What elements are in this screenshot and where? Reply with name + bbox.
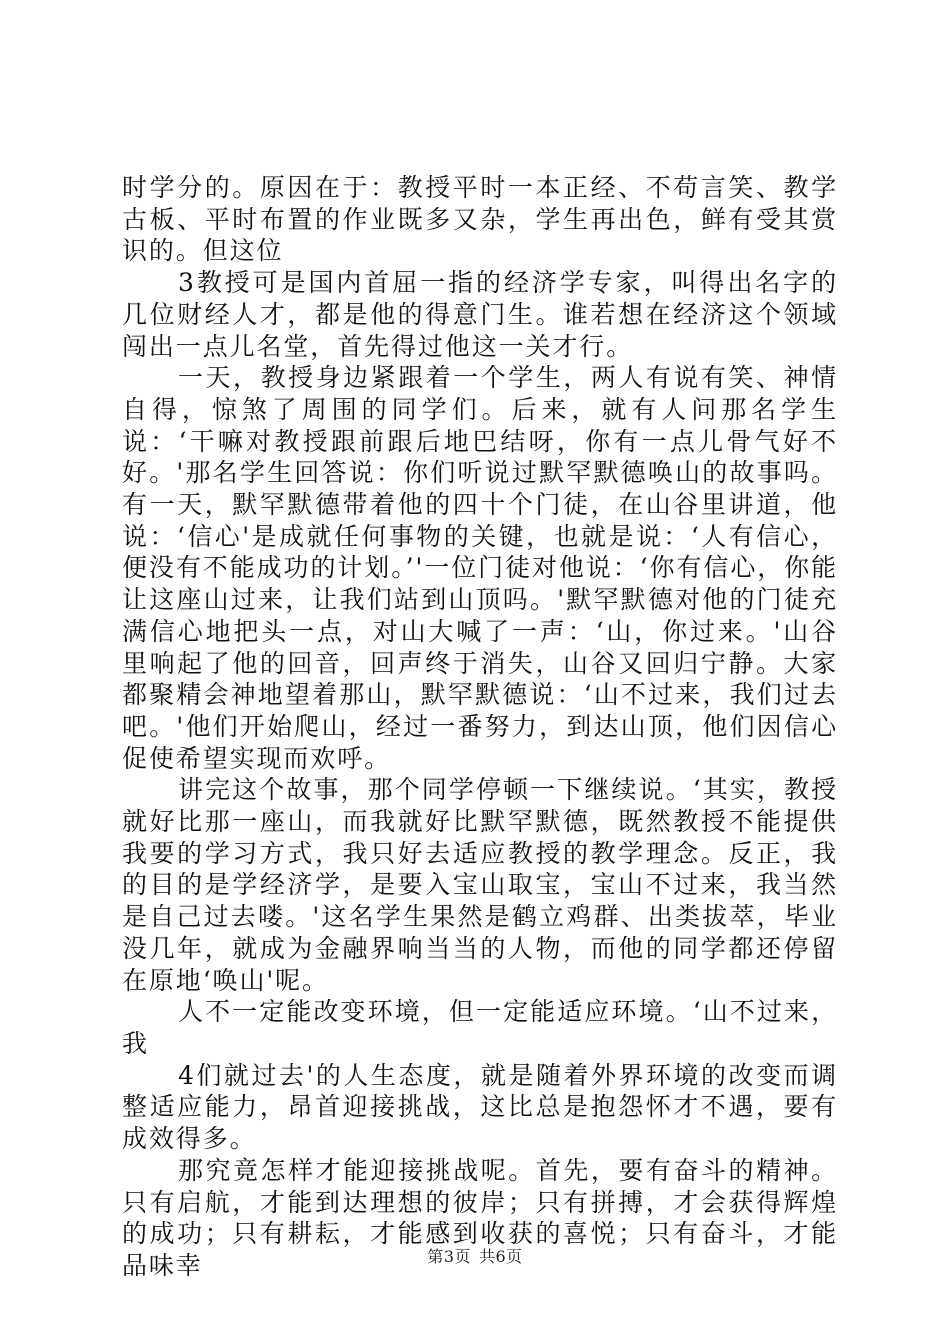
paragraph-6: 4们就过去'的人生态度，就是随着外界环境的改变而调整适应能力，昂首迎接挑战，这比总是抱怨怀才不遇，要有成效得多。 [122,1060,838,1154]
document-body [122,172,838,1282]
paragraph-3: 一天，教授身边紧跟着一个学生，两人有说有笑、神情自得，惊煞了周围的同学们。后来，就有人问那名学生说：‘干嘛对教授跟前跟后地巴结呀，你有一点儿骨气好不好。'那名学生回答说：你们听说过默罕默德唤山的故事吗。有一天，默罕默德带着他的四十个门徒，在山谷里讲道，他说：‘信心'是成就任何事物的关键，也就是说：‘人有信心，便没有不能成功的计划。’'一位门徒对他说：‘你有信心，你能让这座山过来，让我们站到山顶吗。'默罕默德对他的门徒充满信心地把头一点，对山大喊了一声：‘山，你过来。'山谷里响起了他的回音，回声终于消失，山谷又回归宁静。大家都聚精会神地望着那山，默罕默德说：‘山不过来，我们过去吧。'他们开始爬山，经过一番努力，到达山顶，他们因信心促使希望实现而欢呼。 [122,363,838,773]
paragraph-5: 人不一定能改变环境，但一定能适应环境。‘山不过来，我 [122,997,838,1058]
paragraph-1: 时学分的。原因在于：教授平时一本正经、不苟言笑、教学古板、平时布置的作业既多又杂，学生再出色，鲜有受其赏识的。但这位 [122,173,838,266]
paragraph-4: 讲完这个故事，那个同学停顿一下继续说。‘其实，教授就好比那一座山，而我就好比默罕默德，既然教授不能提供我要的学习方式，我只好去适应教授的教学理念。反正，我的目的是学经济学，是要入宝山取宝，宝山不过来，我当然是自己过去喽。'这名学生果然是鹤立鸡群、出类拔萃，毕业没几年，就成为金融界响当当的人物，而他的同学都还停留在原地‘唤山'呢。 [122,775,838,995]
paragraph-7: 那究竟怎样才能迎接挑战呢。首先，要有奋斗的精神。只有启航，才能到达理想的彼岸；只有拼搏，才会获得辉煌的成功；只有耕耘，才能感到收获的喜悦；只有奋斗，才能品味幸 [122,1155,838,1280]
paragraph-2: 3教授可是国内首屈一指的经济学专家，叫得出名字的几位财经人才，都是他的得意门生。谁若想在经济这个领域闯出一点儿名堂，首先得过他这一关才行。 [122,268,838,361]
page-footer [0,1244,950,1267]
page-total: 共6页 [479,1247,523,1266]
page-number: 第3页 [427,1247,471,1266]
